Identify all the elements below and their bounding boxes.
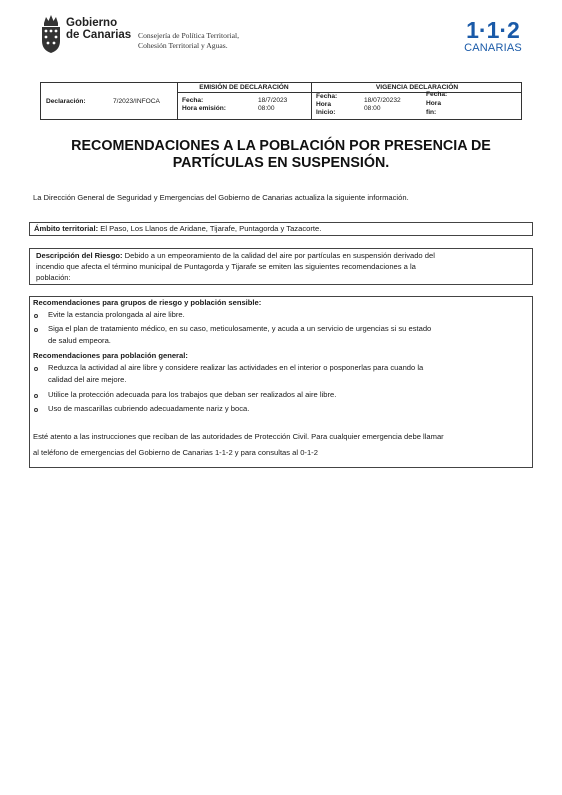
bullet-circle-icon [34, 367, 38, 371]
g1-item-2-line-1: Siga el plan de tratamiento médico, en su caso, meticulosamente, y acuda a un servicio de urgencias si su estado [48, 324, 432, 333]
fecha-inicio-label-3: Inicio: [316, 109, 336, 116]
hora-inicio-value: 08:00 [364, 105, 381, 112]
department-name [138, 31, 239, 51]
ambito-label: Ámbito territorial: [34, 224, 99, 233]
dept-line-1: Consejería de Política Territorial, [138, 31, 239, 40]
bullet-circle-icon [34, 328, 38, 332]
organization-name [66, 17, 131, 41]
page-title [40, 138, 522, 172]
logo-112-number: 1·1·2 [466, 17, 520, 43]
ambito-text [34, 224, 321, 234]
riesgo-line-3: población: [36, 273, 71, 282]
closing-line-2: al teléfono de emergencias del Gobierno de Canarias 1-1-2 y para consultas al 0-1-2 [33, 448, 318, 457]
group1-title: Recomendaciones para grupos de riesgo y población sensible: [33, 298, 262, 307]
hora-emision-value: 08:00 [258, 105, 275, 112]
intro-paragraph: La Dirección General de Seguridad y Emergencias del Gobierno de Canarias actualiza la siguiente información. [33, 193, 409, 202]
fecha-inicio-label-2: Hora [316, 101, 332, 108]
emision-header: EMISIÓN DE DECLARACIÓN [199, 84, 289, 91]
bullet-circle-icon [34, 314, 38, 318]
riesgo-text-1: Debido a un empeoramiento de la calidad del aire por partículas en suspensión derivado del [122, 251, 435, 260]
ambito-box [29, 222, 533, 236]
fecha-emision-label: Fecha: [182, 97, 204, 104]
riesgo-box [29, 248, 533, 285]
vigencia-header: VIGENCIA DECLARACIÓN [375, 84, 459, 91]
bullet-circle-icon [34, 408, 38, 412]
dept-line-2: Cohesión Territorial y Aguas. [138, 41, 228, 50]
g2-item-3: Uso de mascarillas cubriendo adecuadamente nariz y boca. [48, 404, 250, 413]
declaration-table [40, 82, 522, 120]
ambito-value: El Paso, Los Llanos de Aridane, Tijarafe, Puntagorda y Tazacorte. [98, 224, 322, 233]
org-line-2: de Canarias [66, 29, 132, 41]
fecha-fin-label-3: fin: [426, 109, 437, 116]
group2-title: Recomendaciones para población general: [33, 351, 188, 360]
title-line-1: RECOMENDACIONES A LA POBLACIÓN POR PRESENCIA DE [71, 138, 491, 154]
bullet-circle-icon [34, 394, 38, 398]
riesgo-line-1 [36, 251, 435, 261]
closing-line-1: Esté atento a las instrucciones que reciban de las autoridades de Protección Civil. Para cualquier emergencia debe llamar [33, 432, 444, 441]
riesgo-line-2: incendio que afecta el término municipal de Puntagorda y Tijarafe se emiten las siguientes recomendaciones a la [36, 262, 416, 271]
fecha-emision-value: 18/7/2023 [258, 97, 288, 104]
org-line-1: Gobierno [66, 17, 118, 29]
g2-item-2: Utilice la protección adecuada para los trabajos que deban ser realizados al aire libre. [48, 390, 337, 399]
fecha-inicio-value: 18/07/20232 [364, 97, 401, 104]
title-line-2: PARTÍCULAS EN SUSPENSIÓN. [172, 155, 390, 171]
declaracion-value: 7/2023/INFOCA [113, 98, 160, 105]
fecha-inicio-label-1: Fecha: [316, 93, 338, 100]
g2-item-1-line-1: Reduzca la actividad al aire libre y considere realizar las actividades en el interior o posponerlas para cuando la [48, 363, 424, 372]
g1-item-1: Evite la estancia prolongada al aire libre. [48, 310, 185, 319]
hora-emision-label: Hora emisión: [182, 105, 226, 112]
declaracion-label: Declaración: [46, 98, 86, 105]
riesgo-label: Descripción del Riesgo: [36, 251, 123, 260]
g2-item-1-line-2: calidad del aire mejore. [48, 375, 127, 384]
gobierno-canarias-crest-icon [40, 14, 62, 54]
fecha-fin-label-1: Fecha: [426, 91, 448, 98]
logo-112-text: CANARIAS [464, 42, 522, 54]
fecha-fin-label-2: Hora [426, 100, 442, 107]
logo-112-canarias [462, 18, 524, 54]
g1-item-2-line-2: de salud empeora. [48, 336, 111, 345]
